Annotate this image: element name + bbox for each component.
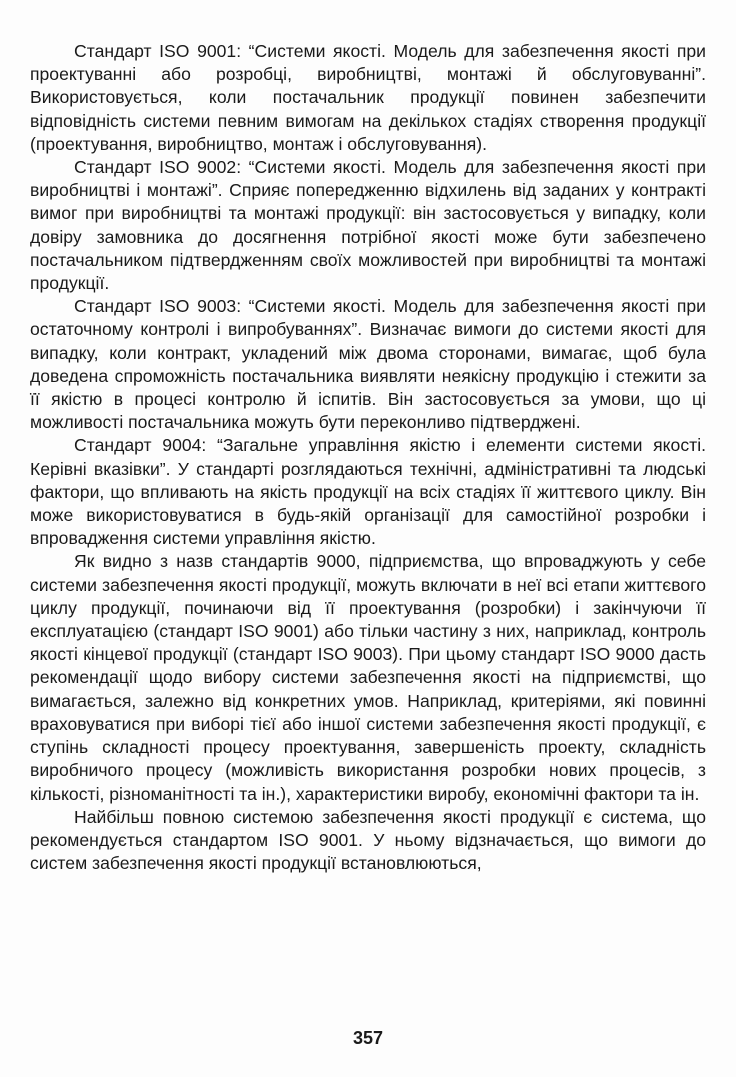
page-number: 357 [352,1028,384,1048]
paragraph-iso-9002: Стандарт ISO 9002: “Системи якості. Модель для забезпечення якості при виробництві і монтажі”. Сприяє попередженню відхилень від заданих у контракті вимог при виробництві та монтажі продукції: він застосовується у випадку, коли довіру замовника до досягнення потрібної якості може бути забезпечено постачальником підтвердженням своїх можливостей при виробництві та монтажі продукції. [30,157,706,294]
paragraph-iso-9001-system: Найбільш повною системою забезпечення якості продукції є система, що рекомендується стандартом ISO 9001. У ньому відзначається, що вимоги до систем забезпечення якості продукції встановлюються, [30,806,706,874]
paragraph-iso-9003: Стандарт ISO 9003: “Системи якості. Модель для забезпечення якості при остаточному контролі і випробуваннях”. Визначає вимоги до системи якості для випадку, коли контракт, укладений між двома сторонами, вимагає, щоб була доведена спроможність постачальника виявляти неякісну продукцію і стежити за її якістю в процесі контролю й іспитів. Він застосовується за умови, що ці можливості постачальника можуть бути переконливо підтверджені. [30,296,706,433]
paragraph-standards-overview: Як видно з назв стандартів 9000, підприємства, що впроваджують у себе системи забезпечення якості продукції, можуть включати в неї всі етапи життєвого циклу продукції, починаючи від її проектування (розробки) і закінчуючи її експлуатацією (стандарт ISO 9001) або тільки частину з них, наприклад, контроль якості кінцевої продукції (стандарт ISO 9003). При цьому стандарт ISO 9000 дасть рекомендації щодо вибору системи забезпечення якості на підприємстві, що вимагається, залежно від конкретних умов. Наприклад, критеріями, які повинні враховуватися при виборі тієї або іншої системи забезпечення якості продукції, є ступінь складності процесу проектування, завершеність проекту, складність виробничого процесу (можливість використання розробки нових процесів, з кількості, різноманітності та ін.), характеристики виробу, економічні фактори та ін. [30,551,706,804]
body-text [30,40,706,875]
paragraph-iso-9001: Стандарт ISO 9001: “Системи якості. Модель для забезпечення якості при проектуванні або розробці, виробництві, монтажі й обслуговуванні”. Використовується, коли постачальник продукції повинен забезпечити відповідність системи певним вимогам на декількох стадіях створення продукції (проектування, виробництво, монтаж і обслуговування). [30,41,706,154]
paragraph-standard-9004: Стандарт 9004: “Загальне управління якістю і елементи системи якості. Керівні вказівки”. У стандарті розглядаються технічні, адміністративні та людські фактори, що впливають на якість продукції на всіх стадіях її життєвого циклу. Він може використовуватися в будь-якій організації для самостійної розробки і впровадження системи управління якістю. [30,435,706,549]
